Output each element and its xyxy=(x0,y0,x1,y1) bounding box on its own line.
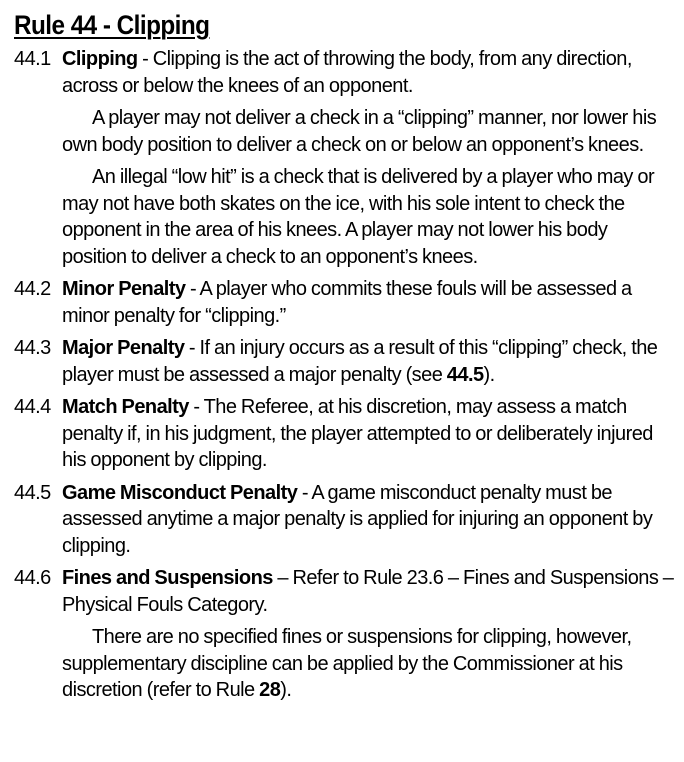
section-separator: - xyxy=(137,48,153,70)
section-number: 44.3 xyxy=(14,337,51,359)
rule-reference: 44.5 xyxy=(446,363,484,386)
section-44-3 xyxy=(14,335,674,388)
section-body xyxy=(62,335,674,388)
section-body xyxy=(62,565,674,618)
section-number: 44.6 xyxy=(14,567,51,589)
section-heading: Match Penalty xyxy=(62,396,189,418)
section-text-tail: ). xyxy=(483,363,495,386)
section-heading: Game Misconduct Penalty xyxy=(62,481,298,504)
section-body xyxy=(62,276,674,329)
section-paragraph xyxy=(62,624,674,704)
section-text: If an injury occurs as a result of this “clipping” check, the player must be assessed a major penalty (see xyxy=(62,337,658,386)
section-separator: - xyxy=(297,481,312,504)
rule-title: Rule 44 - Clipping xyxy=(14,10,210,40)
section-heading: Minor Penalty xyxy=(62,278,186,300)
section-heading: Fines and Suspensions xyxy=(62,567,273,589)
section-separator: - xyxy=(185,278,200,300)
section-body xyxy=(62,46,674,99)
section-separator: - xyxy=(184,337,200,359)
section-paragraph: An illegal “low hit” is a check that is delivered by a player who may or may not have both skates on the ice, with his sole intent to check the opponent in the area of his knees. A player may not lower his body position to deliver a check to an opponent’s knees. xyxy=(62,166,655,268)
section-body xyxy=(62,480,674,560)
section-paragraph: A player may not deliver a check in a “clipping” manner, nor lower his own body position to deliver a check on or below an opponent’s knees. xyxy=(62,107,657,156)
rule-reference: 28 xyxy=(259,679,281,701)
section-heading: Clipping xyxy=(62,48,138,70)
section-number: 44.1 xyxy=(14,48,51,70)
section-44-5 xyxy=(14,480,674,560)
section-44-1 xyxy=(14,46,674,270)
section-number: 44.4 xyxy=(14,396,51,418)
section-heading: Major Penalty xyxy=(62,337,185,359)
section-number: 44.5 xyxy=(14,481,51,504)
section-paragraph-text: There are no specified fines or suspensions for clipping, however, supplementary discipline can be applied by the Commissioner at his discretion (refer to Rule xyxy=(62,626,632,701)
section-separator: – xyxy=(272,567,293,589)
rule-page xyxy=(14,6,674,704)
section-text: A player who commits these fouls will be assessed a minor penalty for “clipping.” xyxy=(62,278,632,327)
section-text: A game misconduct penalty must be assessed anytime a major penalty is applied for injuring an opponent by clipping. xyxy=(62,481,653,557)
section-text: Clipping is the act of throwing the body, from any direction, across or below the knees of an opponent. xyxy=(62,48,632,97)
section-44-2 xyxy=(14,276,674,329)
section-text: Refer to Rule 23.6 – Fines and Suspensions – Physical Fouls Category. xyxy=(62,567,674,616)
section-body xyxy=(62,394,674,474)
section-44-4 xyxy=(14,394,674,474)
section-text: The Referee, at his discretion, may assess a match penalty if, in his judgment, the player attempted to or deliberately injured his opponent by clipping. xyxy=(62,396,653,471)
section-number: 44.2 xyxy=(14,278,51,300)
section-separator: - xyxy=(188,396,204,418)
section-paragraph-tail: ). xyxy=(280,679,292,701)
section-44-6 xyxy=(14,565,674,704)
